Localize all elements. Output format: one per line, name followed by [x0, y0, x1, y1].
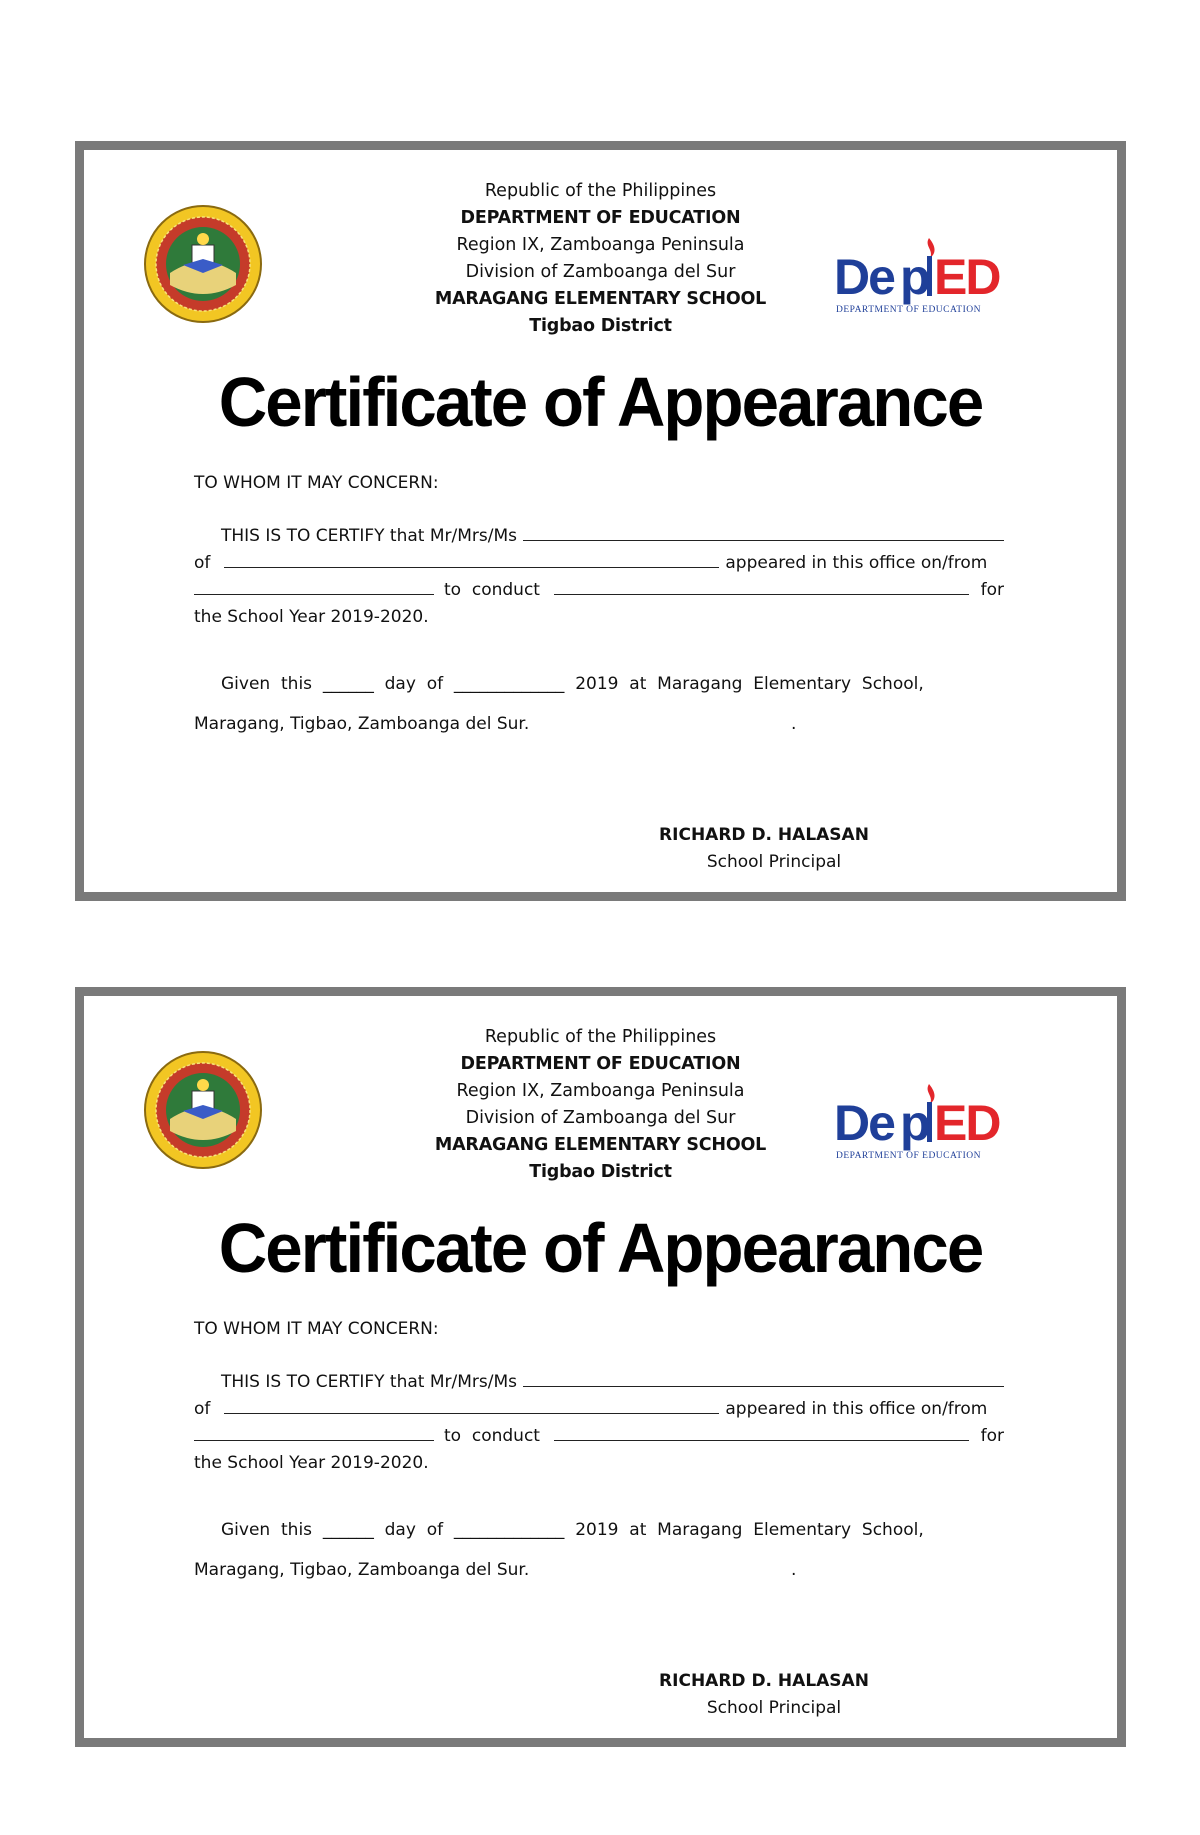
- certificate-body: [194, 470, 1004, 738]
- signatory-position: School Principal: [706, 1698, 842, 1718]
- signature-block: [614, 822, 914, 876]
- svg-text:DEPARTMENT OF EDUCATION: DEPARTMENT OF EDUCATION: [836, 1151, 981, 1161]
- district-line: Tigbao District: [529, 316, 672, 336]
- address-text: Maragang, Tigbao, Zamboanga del Sur.: [194, 1560, 530, 1580]
- department-line: DEPARTMENT OF EDUCATION: [460, 208, 741, 228]
- to-conduct-label: to conduct: [444, 580, 540, 600]
- department-line: DEPARTMENT OF EDUCATION: [460, 1054, 741, 1074]
- certify-prefix: THIS IS TO CERTIFY that Mr/Mrs/Ms: [221, 1372, 517, 1392]
- school-name: MARAGANG ELEMENTARY SCHOOL: [434, 289, 767, 309]
- name-blank[interactable]: [523, 1369, 1004, 1387]
- address-text: Maragang, Tigbao, Zamboanga del Sur.: [194, 714, 530, 734]
- of-label: of: [194, 553, 211, 573]
- letterhead: [84, 1024, 1117, 1186]
- given-this-text: Given this ______ day of _____________ 2019 at Maragang Elementary School,: [221, 1520, 924, 1540]
- certificate-title: Certificate of Appearance: [218, 363, 983, 441]
- for-label: for: [980, 1426, 1004, 1446]
- signature-block: [614, 1668, 914, 1722]
- appeared-text: appeared in this office on/from: [725, 553, 988, 573]
- purpose-blank[interactable]: [554, 577, 969, 595]
- svg-text:De: De: [834, 249, 894, 305]
- svg-text:p: p: [900, 249, 931, 305]
- certificate-body: [194, 1316, 1004, 1584]
- appeared-text: appeared in this office on/from: [725, 1399, 988, 1419]
- given-this-text: Given this ______ day of _____________ 2019 at Maragang Elementary School,: [221, 674, 924, 694]
- district-line: Tigbao District: [529, 1162, 672, 1182]
- school-year-text: the School Year 2019-2020.: [194, 1453, 429, 1473]
- to-conduct-label: to conduct: [444, 1426, 540, 1446]
- division-line: Division of Zamboanga del Sur: [465, 1108, 736, 1128]
- republic-line: Republic of the Philippines: [484, 1027, 717, 1047]
- purpose-blank[interactable]: [554, 1423, 969, 1441]
- certificate-1: [75, 141, 1126, 901]
- of-label: of: [194, 1399, 211, 1419]
- address-blank[interactable]: [224, 1396, 719, 1414]
- division-line: Division of Zamboanga del Sur: [465, 262, 736, 282]
- region-line: Region IX, Zamboanga Peninsula: [456, 1081, 745, 1101]
- salutation: TO WHOM IT MAY CONCERN:: [194, 1319, 439, 1339]
- signatory-name: RICHARD D. HALASAN: [659, 825, 869, 845]
- address-dot: .: [791, 1560, 797, 1580]
- svg-text:DEPARTMENT OF EDUCATION: DEPARTMENT OF EDUCATION: [836, 305, 981, 315]
- date-blank[interactable]: [194, 1423, 434, 1441]
- for-label: for: [980, 580, 1004, 600]
- address-blank[interactable]: [224, 550, 719, 568]
- address-dot: .: [791, 714, 797, 734]
- region-line: Region IX, Zamboanga Peninsula: [456, 235, 745, 255]
- svg-text:ED: ED: [934, 249, 1000, 305]
- svg-text:De: De: [834, 1095, 894, 1151]
- signatory-position: School Principal: [706, 852, 842, 872]
- svg-text:ED: ED: [934, 1095, 1000, 1151]
- svg-text:p: p: [900, 1095, 931, 1151]
- letterhead: [84, 178, 1117, 340]
- certificate-title: Certificate of Appearance: [218, 1209, 983, 1287]
- name-blank[interactable]: [523, 523, 1004, 541]
- school-name: MARAGANG ELEMENTARY SCHOOL: [434, 1135, 767, 1155]
- salutation: TO WHOM IT MAY CONCERN:: [194, 473, 439, 493]
- certify-prefix: THIS IS TO CERTIFY that Mr/Mrs/Ms: [221, 526, 517, 546]
- date-blank[interactable]: [194, 577, 434, 595]
- republic-line: Republic of the Philippines: [484, 181, 717, 201]
- certificate-2: [75, 987, 1126, 1747]
- signatory-name: RICHARD D. HALASAN: [659, 1671, 869, 1691]
- school-year-text: the School Year 2019-2020.: [194, 607, 429, 627]
